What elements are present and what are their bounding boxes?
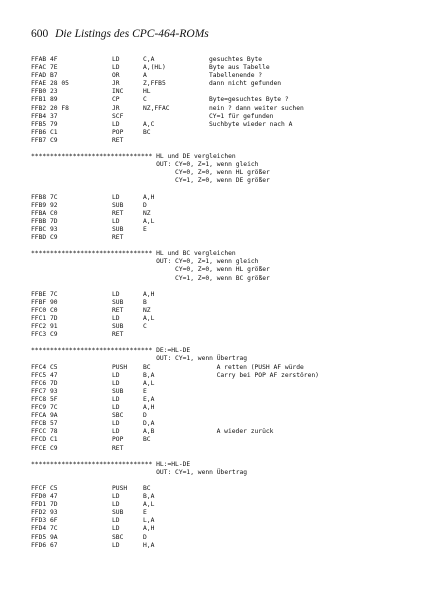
address: FFB6 [31,128,47,136]
routine-header-text: ******************************** HL und BC vergleichen [31,250,236,258]
address: FFC8 [31,395,47,403]
address: FFAC [31,64,47,72]
address: FFB4 [31,112,47,120]
mnemonic: LD [112,493,120,501]
opcode-bytes: C9 [50,331,58,339]
code-line [31,96,401,104]
mnemonic: LD [112,379,120,387]
routine-header-line [31,461,401,469]
opcode-bytes: 92 [50,201,58,209]
code-line [31,509,401,517]
opcode-bytes: B7 [50,72,58,80]
opcode-bytes: 4F [50,56,58,63]
code-line [31,218,401,226]
mnemonic: RET [112,306,124,314]
mnemonic: SUB [112,298,124,306]
opcode-bytes: C5 [50,363,58,371]
code-line [31,364,401,372]
opcode-bytes: 78 [50,428,58,436]
code-line [31,80,401,88]
mnemonic: LD [112,315,120,322]
opcode-bytes: C0 [50,209,58,217]
address: FFBA [31,209,47,217]
mnemonic: RET [112,136,124,144]
routine-header-text: ******************************** DE:=HL-DE [31,347,191,355]
mnemonic: PUSH [112,484,128,492]
mnemonic: POP [112,128,124,136]
code-line [31,121,401,129]
opcode-bytes: 20 F8 [50,104,69,112]
mnemonic: JR [112,80,120,88]
code-line [31,525,401,533]
address: FFCE [31,444,47,452]
opcode-bytes: 7C [50,193,58,201]
address: FFB2 [31,104,47,112]
address: FFCA [31,412,47,420]
comment: Byte=gesuchtes Byte ? [209,96,289,104]
mnemonic: CP [112,96,120,104]
blank-line [31,145,401,153]
operand: A,L [143,501,155,509]
mnemonic: SBC [112,533,124,541]
opcode-bytes: 7C [50,290,58,298]
mnemonic: OR [112,72,120,80]
code-line [31,445,401,453]
opcode-bytes: 7C [50,525,58,533]
mnemonic: SUB [112,323,124,331]
routine-header-line [31,161,401,169]
address: FFB7 [31,136,47,144]
operand: E [143,509,147,517]
opcode-bytes: C1 [50,128,58,136]
mnemonic: POP [112,436,124,444]
routine-header-line [31,275,401,283]
opcode-bytes: 93 [50,225,58,233]
blank-line [31,339,401,347]
operand: BC [143,128,151,136]
code-line [31,129,401,137]
operand: HL [143,88,151,96]
comment: A wieder zurück [209,428,274,436]
code-line [31,323,401,331]
operand: H,A [143,541,155,549]
opcode-bytes: 93 [50,509,58,517]
code-line [31,331,401,339]
mnemonic: LD [112,371,120,379]
mnemonic: SUB [112,201,124,209]
operand: A,H [143,193,155,201]
operand: L,A [143,517,155,525]
operand: E [143,225,147,233]
address: FFD6 [31,541,47,549]
code-line [31,404,401,412]
operand: A,(HL) [143,64,166,72]
code-line [31,105,401,113]
address: FFBF [31,298,47,306]
operand: D [143,201,147,209]
code-line [31,388,401,396]
opcode-bytes: C1 [50,436,58,444]
opcode-bytes: C9 [50,136,58,144]
operand: E [143,387,147,395]
operand: BC [143,436,151,444]
opcode-bytes: 67 [50,541,58,549]
address: FFAD [31,72,47,80]
blank-line [31,283,401,291]
routine-header-text: OUT: CY=0, Z=1, wenn gleich [31,161,259,169]
code-line [31,291,401,299]
mnemonic: LD [112,501,120,509]
routine-header-text: OUT: CY=1, wenn Übertrag [31,468,248,476]
code-line [31,372,401,380]
code-line [31,56,401,64]
mnemonic: LD [112,420,120,428]
mnemonic: RET [112,331,124,339]
address: FFCF [31,484,47,492]
assembly-listing [31,56,401,550]
address: FFD1 [31,501,47,509]
mnemonic: SUB [112,509,124,517]
operand: B,A [143,371,155,379]
address: FFD5 [31,533,47,541]
code-line [31,493,401,501]
address: FFD4 [31,525,47,533]
address: FFBD [31,234,47,242]
operand: A,L [143,379,155,387]
routine-header-line [31,250,401,258]
operand: A,L [143,315,155,322]
address: FFC6 [31,379,47,387]
opcode-bytes: 28 05 [50,80,69,88]
operand: NZ,FFAC [143,104,170,112]
code-line [31,534,401,542]
mnemonic: SUB [112,225,124,233]
operand: A,H [143,404,155,412]
comment: A retten (PUSH AF würde [209,363,304,371]
opcode-bytes: 47 [50,371,58,379]
mnemonic: LD [112,404,120,412]
operand: D,A [143,420,155,428]
operand: C [143,96,147,104]
address: FFC0 [31,306,47,314]
opcode-bytes: 6F [50,517,58,525]
page-number: 600 [31,28,49,40]
mnemonic: LD [112,56,120,63]
address: FFC1 [31,315,47,322]
opcode-bytes: C9 [50,444,58,452]
mnemonic: RET [112,444,124,452]
address: FFD2 [31,509,47,517]
opcode-bytes: 9A [50,533,58,541]
address: FFB0 [31,88,47,96]
address: FFC3 [31,331,47,339]
address: FFD3 [31,517,47,525]
address: FFC2 [31,323,47,331]
code-line [31,420,401,428]
code-line [31,517,401,525]
operand: E,A [143,395,155,403]
mnemonic: LD [112,517,120,525]
address: FFBE [31,290,47,298]
code-line [31,501,401,509]
routine-header-line [31,266,401,274]
routine-header-text: OUT: CY=0, Z=1, wenn gleich [31,258,259,266]
address: FFC9 [31,404,47,412]
code-line [31,307,401,315]
opcode-bytes: 91 [50,323,58,331]
opcode-bytes: 7C [50,404,58,412]
opcode-bytes: 7D [50,315,58,322]
mnemonic: LD [112,525,120,533]
operand: NZ [143,306,151,314]
operand: A,H [143,525,155,533]
mnemonic: LD [112,541,120,549]
address: FFD0 [31,493,47,501]
operand: C [143,323,147,331]
code-line [31,436,401,444]
mnemonic: LD [112,64,120,72]
address: FFB9 [31,201,47,209]
code-line [31,299,401,307]
code-line [31,396,401,404]
opcode-bytes: 7D [50,501,58,509]
blank-line [31,477,401,485]
comment: Suchbyte wieder nach A [209,120,293,128]
address: FFAB [31,56,47,63]
address: FFB1 [31,96,47,104]
comment: Carry bei POP AF zerstören) [209,371,319,379]
opcode-bytes: 7D [50,379,58,387]
blank-line [31,186,401,194]
operand: D [143,533,147,541]
address: FFC5 [31,371,47,379]
mnemonic: SCF [112,112,124,120]
routine-header-text: ******************************** HL:=HL-DE [31,460,191,468]
mnemonic: LD [112,217,120,225]
code-line [31,315,401,323]
code-line [31,226,401,234]
mnemonic: LD [112,290,120,298]
opcode-bytes: 7D [50,217,58,225]
operand: A,L [143,217,155,225]
mnemonic: LD [112,428,120,436]
operand: BC [143,363,151,371]
code-line [31,72,401,80]
opcode-bytes: 90 [50,298,58,306]
routine-header-text: CY=1, Z=0, wenn BC größer [31,274,270,282]
code-line [31,137,401,145]
routine-header-text: CY=0, Z=0, wenn HL größer [31,266,270,274]
address: FFC4 [31,363,47,371]
code-line [31,88,401,96]
comment: Byte aus Tabelle [209,64,270,72]
operand: NZ [143,209,151,217]
routine-header-text: ******************************** HL und DE vergleichen [31,153,236,161]
opcode-bytes: 79 [50,120,58,128]
address: FFB5 [31,120,47,128]
operand: A,B [143,428,155,436]
mnemonic: LD [112,120,120,128]
comment: nein ? dann weiter suchen [209,104,304,112]
page-header [31,28,209,40]
code-line [31,485,401,493]
mnemonic: SBC [112,412,124,420]
operand: B,A [143,493,155,501]
opcode-bytes: C9 [50,234,58,242]
code-line [31,194,401,202]
address: FFAE [31,80,47,88]
code-line [31,64,401,72]
routine-header-line [31,355,401,363]
routine-header-line [31,177,401,185]
blank-line [31,242,401,250]
running-title: Die Listings des CPC-464-ROMs [55,28,209,40]
operand: Z,FFB5 [143,80,166,88]
routine-header-line [31,153,401,161]
opcode-bytes: C0 [50,306,58,314]
operand: A,H [143,290,155,298]
mnemonic: JR [112,104,120,112]
code-line [31,210,401,218]
operand: A [143,72,147,80]
address: FFCD [31,436,47,444]
routine-header-line [31,258,401,266]
opcode-bytes: 93 [50,387,58,395]
opcode-bytes: 5F [50,395,58,403]
operand: BC [143,484,151,492]
address: FFB8 [31,193,47,201]
routine-header-text: CY=1, Z=0, wenn DE größer [31,177,270,185]
address: FFBB [31,217,47,225]
operand: B [143,298,147,306]
opcode-bytes: 89 [50,96,58,104]
code-line [31,202,401,210]
opcode-bytes: 37 [50,112,58,120]
operand: C,A [143,56,155,63]
operand: D [143,412,147,420]
address: FFCC [31,428,47,436]
routine-header-line [31,469,401,477]
mnemonic: RET [112,209,124,217]
opcode-bytes: 57 [50,420,58,428]
code-line [31,428,401,436]
code-line [31,412,401,420]
routine-header-text: CY=0, Z=0, wenn HL größer [31,169,270,177]
routine-header-line [31,169,401,177]
code-line [31,380,401,388]
opcode-bytes: 23 [50,88,58,96]
code-line [31,113,401,121]
mnemonic: LD [112,193,120,201]
mnemonic: LD [112,395,120,403]
address: FFCB [31,420,47,428]
opcode-bytes: 7E [50,64,58,72]
comment: gesuchtes Byte [209,56,263,63]
address: FFC7 [31,387,47,395]
opcode-bytes: 47 [50,493,58,501]
comment: Tabellenende ? [209,72,263,80]
mnemonic: SUB [112,387,124,395]
blank-line [31,453,401,461]
mnemonic: RET [112,234,124,242]
mnemonic: INC [112,88,124,96]
code-line [31,542,401,550]
routine-header-text: OUT: CY=1, wenn Übertrag [31,355,248,363]
code-line [31,234,401,242]
opcode-bytes: C5 [50,484,58,492]
opcode-bytes: 9A [50,412,58,420]
address: FFBC [31,225,47,233]
operand: A,C [143,120,155,128]
mnemonic: PUSH [112,363,128,371]
comment: dann nicht gefunden [209,80,282,88]
comment: CY=1 für gefunden [209,112,274,120]
